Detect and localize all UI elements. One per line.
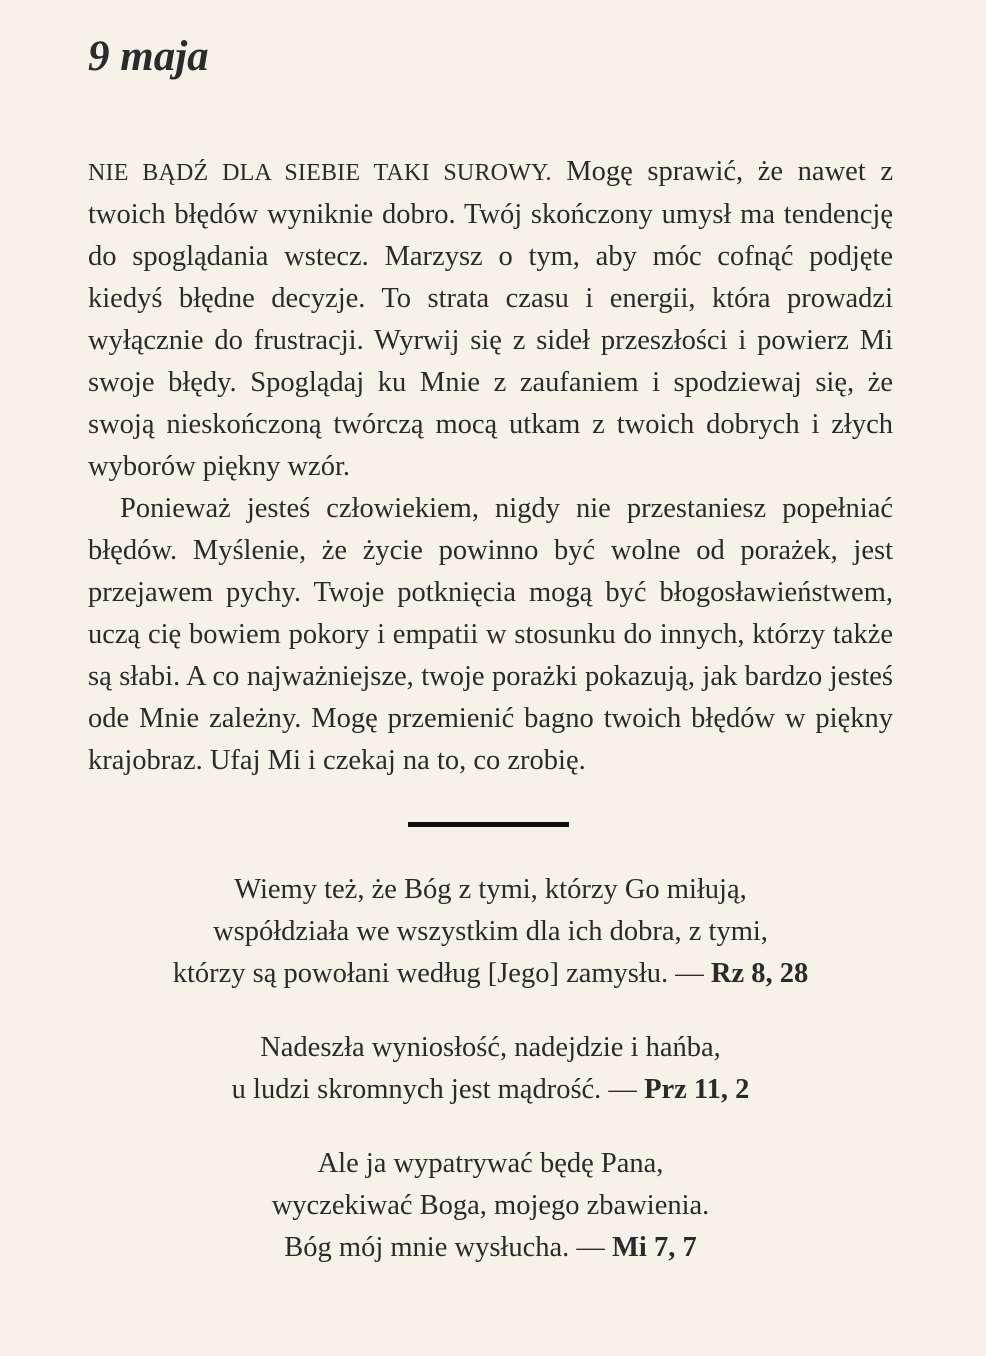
verse-1 <box>88 869 893 995</box>
verse-reference: Rz 8, 28 <box>710 958 809 989</box>
verse-line <box>88 869 893 911</box>
paragraph-1-text: Mogę sprawić, że nawet z twoich błędów wyniknie dobro. Twój skończony umysł ma tendencję do spoglądania wstecz. Marzysz o tym, aby móc cofnąć podjęte kiedyś błędne decyzje. To strata czasu i energii, która prowadzi wyłącznie do frustracji. Wyrwij się z sideł przeszłości i powierz Mi swoje błędy. Spoglądaj ku Mnie z zaufaniem i spodziewaj się, że swoją nieskończoną twórczą mocą utkam z twoich dobrych i złych wyborów piękny wzór. <box>88 156 893 482</box>
verse-text: Bóg mój mnie wysłucha. — <box>284 1232 613 1263</box>
verse-text: u ludzi skromnych jest mądrość. — <box>231 1074 645 1105</box>
devotional-body <box>88 151 893 782</box>
verse-2 <box>88 1027 893 1111</box>
verse-line <box>88 953 893 995</box>
verse-text: Nadeszła wyniosłość, nadejdzie i hańba, <box>260 1032 721 1063</box>
verse-3 <box>88 1143 893 1269</box>
verse-line <box>88 911 893 953</box>
verse-line <box>88 1143 893 1185</box>
verse-text: Ale ja wypatrywać będę Pana, <box>317 1148 664 1179</box>
scripture-verses <box>88 869 893 1269</box>
verse-text: wyczekiwać Boga, mojego zbawienia. <box>271 1190 710 1221</box>
paragraph-2: Ponieważ jesteś człowiekiem, nigdy nie przestaniesz popełniać błędów. Myślenie, że życie powinno być wolne od porażek, jest przejawem pychy. Twoje potknięcia mogą być błogosławieństwem, uczą cię bowiem pokory i empatii w stosunku do innych, którzy także są słabi. A co najważniejsze, twoje porażki pokazują, jak bardzo jesteś ode Mnie zależny. Mogę przemienić bagno twoich błędów w piękny krajobraz. Ufaj Mi i czekaj na to, co zrobię. <box>88 493 893 776</box>
verse-line <box>88 1069 893 1111</box>
date-heading: 9 maja <box>88 33 209 80</box>
verse-text: Wiemy też, że Bóg z tymi, którzy Go miłują, <box>234 874 747 905</box>
devotional-page <box>88 0 893 1301</box>
paragraph-1 <box>88 151 893 488</box>
verse-line <box>88 1185 893 1227</box>
verse-text: którzy są powołani według [Jego] zamysłu. — <box>172 958 711 989</box>
verse-text: współdziała we wszystkim dla ich dobra, z tymi, <box>213 916 768 947</box>
verse-line <box>88 1227 893 1269</box>
section-divider <box>408 822 569 827</box>
verse-reference: Mi 7, 7 <box>612 1232 697 1263</box>
verse-line <box>88 1027 893 1069</box>
verse-reference: Prz 11, 2 <box>644 1074 750 1105</box>
paragraph-lead: NIE BĄDŹ DLA SIEBIE TAKI SUROWY. <box>88 160 552 186</box>
